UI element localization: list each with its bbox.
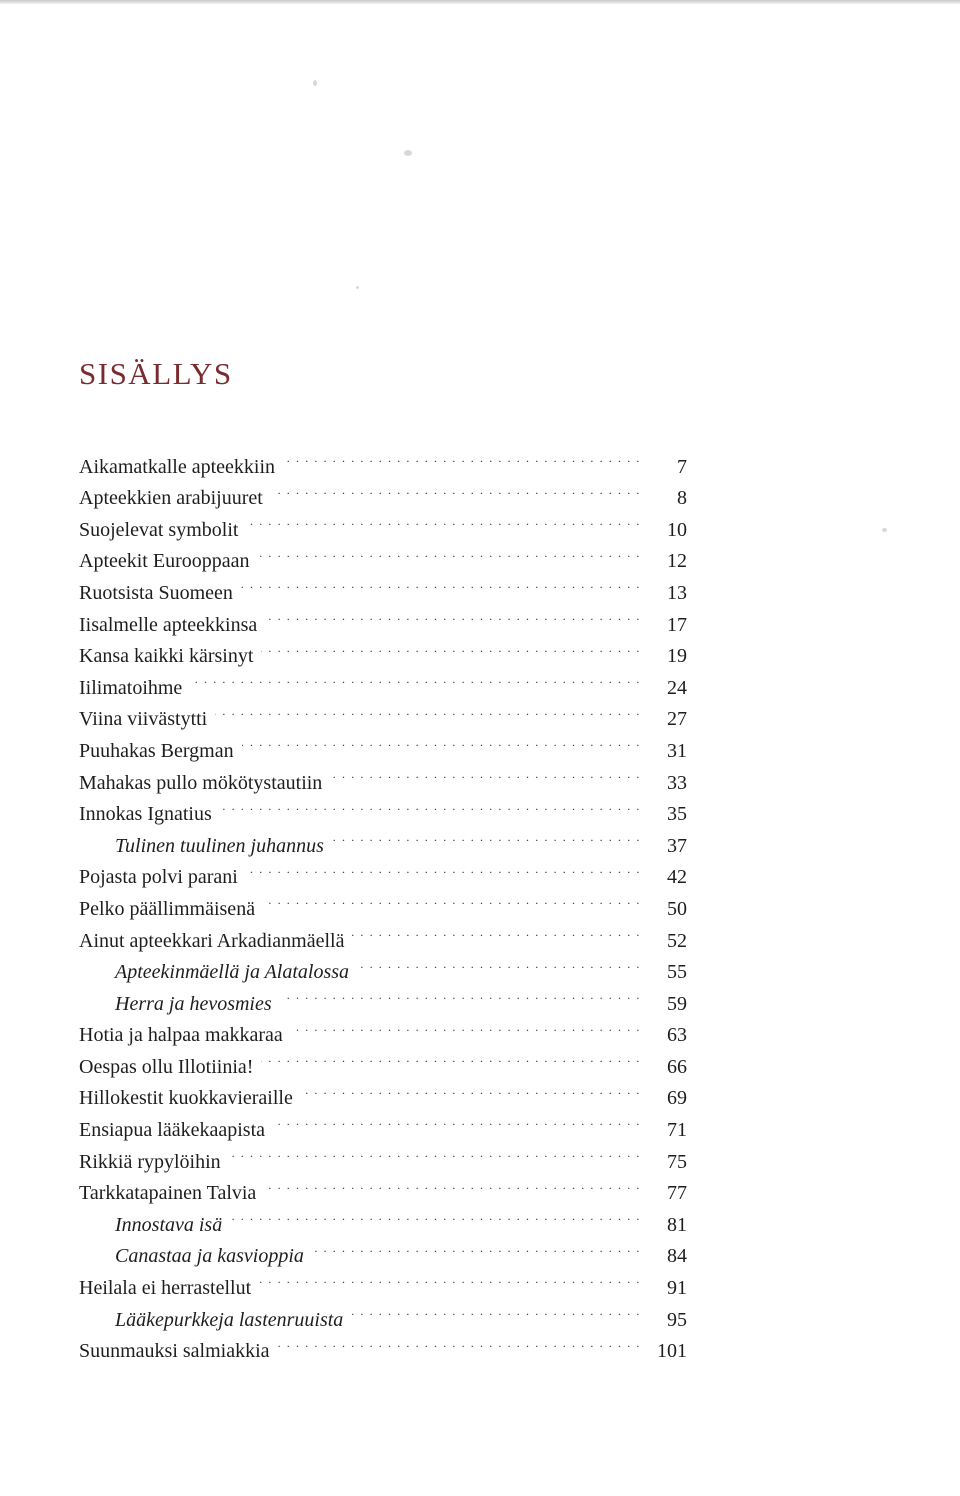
dot-leader xyxy=(261,631,641,663)
dot-leader xyxy=(332,820,641,852)
dot-leader xyxy=(259,1262,641,1294)
dot-leader xyxy=(246,504,641,536)
entry-title: Oespas ollu Illotiinia! xyxy=(79,1055,254,1078)
entry-title: Ruotsista Suomeen xyxy=(79,581,233,604)
entry-title: Pojasta polvi parani xyxy=(79,866,238,889)
entry-page-number: 91 xyxy=(667,1277,687,1300)
entry-page-number: 33 xyxy=(667,771,687,794)
entry-page-number: 69 xyxy=(667,1087,687,1110)
entry-page-number: 84 xyxy=(667,1245,687,1268)
paper-speck xyxy=(356,286,359,289)
entry-page-number: 27 xyxy=(667,708,687,731)
dot-leader xyxy=(357,947,641,979)
table-of-contents xyxy=(79,441,687,1363)
dot-leader xyxy=(291,1010,641,1042)
entry-page-number: 24 xyxy=(667,676,687,699)
dot-leader xyxy=(280,978,641,1010)
entry-page-number: 42 xyxy=(667,866,687,889)
dot-leader xyxy=(312,1231,641,1263)
entry-title: Aikamatkalle apteekkiin xyxy=(79,455,276,478)
entry-page-number: 52 xyxy=(667,929,687,952)
dot-leader xyxy=(258,536,642,568)
dot-leader xyxy=(265,599,641,631)
dot-leader xyxy=(351,1294,641,1326)
entry-page-number: 37 xyxy=(667,834,687,857)
dot-leader xyxy=(215,694,641,726)
entry-title: Iilimatoihme xyxy=(79,676,183,699)
dot-leader xyxy=(283,441,641,473)
entry-title: Puuhakas Bergman xyxy=(79,739,234,762)
entry-title: Mahakas pullo mökötystautiin xyxy=(79,771,323,794)
entry-title: Pelko päällimmäisenä xyxy=(79,897,256,920)
dot-leader xyxy=(242,725,641,757)
dot-leader xyxy=(330,757,641,789)
dot-leader xyxy=(301,1073,641,1105)
entry-title: Apteekinmäellä ja Alatalossa xyxy=(115,961,350,984)
entry-page-number: 50 xyxy=(667,897,687,920)
entry-title: Lääkepurkkeja lastenruuista xyxy=(115,1308,344,1331)
entry-title: Suunmauksi salmiakkia xyxy=(79,1340,270,1363)
entry-page-number: 75 xyxy=(667,1150,687,1173)
entry-title: Innokas Ignatius xyxy=(79,803,212,826)
page-top-edge xyxy=(0,0,960,4)
entry-title: Herra ja hevosmies xyxy=(115,992,272,1015)
entry-page-number: 10 xyxy=(667,518,687,541)
entry-title: Heilala ei herrastellut xyxy=(79,1277,252,1300)
paper-speck xyxy=(313,80,317,86)
entry-page-number: 66 xyxy=(667,1055,687,1078)
dot-leader xyxy=(261,1041,641,1073)
entry-page-number: 63 xyxy=(667,1024,687,1047)
entry-title: Apteekkien arabijuuret xyxy=(79,487,263,510)
entry-page-number: 101 xyxy=(657,1340,687,1363)
entry-title: Ensiapua lääkekaapista xyxy=(79,1119,266,1142)
entry-title: Tulinen tuulinen juhannus xyxy=(115,834,324,857)
entry-page-number: 7 xyxy=(677,455,687,478)
dot-leader xyxy=(230,1199,641,1231)
entry-title: Kansa kaikki kärsinyt xyxy=(79,645,254,668)
entry-title: Rikkiä rypylöihin xyxy=(79,1150,221,1173)
page-title: SISÄLLYS xyxy=(79,356,233,391)
entry-title: Innostava isä xyxy=(115,1213,223,1236)
dot-leader xyxy=(263,883,641,915)
dot-leader xyxy=(241,567,641,599)
dot-leader xyxy=(220,789,641,821)
dot-leader xyxy=(352,915,641,947)
entry-title: Canastaa ja kasvioppia xyxy=(115,1245,304,1268)
dot-leader xyxy=(246,852,641,884)
entry-page-number: 55 xyxy=(667,961,687,984)
entry-page-number: 17 xyxy=(667,613,687,636)
entry-title: Tarkkatapainen Talvia xyxy=(79,1182,257,1205)
dot-leader xyxy=(229,1136,641,1168)
entry-page-number: 31 xyxy=(667,739,687,762)
entry-page-number: 12 xyxy=(667,550,687,573)
entry-page-number: 19 xyxy=(667,645,687,668)
entry-title: Apteekit Eurooppaan xyxy=(79,550,250,573)
entry-title: Suojelevat symbolit xyxy=(79,518,239,541)
dot-leader xyxy=(264,1168,641,1200)
paper-speck xyxy=(882,528,887,532)
toc-entry xyxy=(79,441,687,478)
entry-page-number: 13 xyxy=(667,581,687,604)
entry-title: Hillokestit kuokkavieraille xyxy=(79,1087,293,1110)
entry-page-number: 77 xyxy=(667,1182,687,1205)
entry-page-number: 35 xyxy=(667,803,687,826)
entry-page-number: 71 xyxy=(667,1119,687,1142)
dot-leader xyxy=(271,473,641,505)
dot-leader xyxy=(278,1326,641,1358)
entry-title: Viina viivästytti xyxy=(79,708,208,731)
entry-title: Iisalmelle apteekkinsa xyxy=(79,613,258,636)
dot-leader xyxy=(273,1104,641,1136)
dot-leader xyxy=(190,662,641,694)
entry-title: Ainut apteekkari Arkadianmäellä xyxy=(79,929,345,952)
paper-speck xyxy=(404,150,412,156)
entry-page-number: 59 xyxy=(667,992,687,1015)
entry-title: Hotia ja halpaa makkaraa xyxy=(79,1024,283,1047)
entry-page-number: 8 xyxy=(677,487,687,510)
entry-page-number: 95 xyxy=(667,1308,687,1331)
entry-page-number: 81 xyxy=(667,1213,687,1236)
